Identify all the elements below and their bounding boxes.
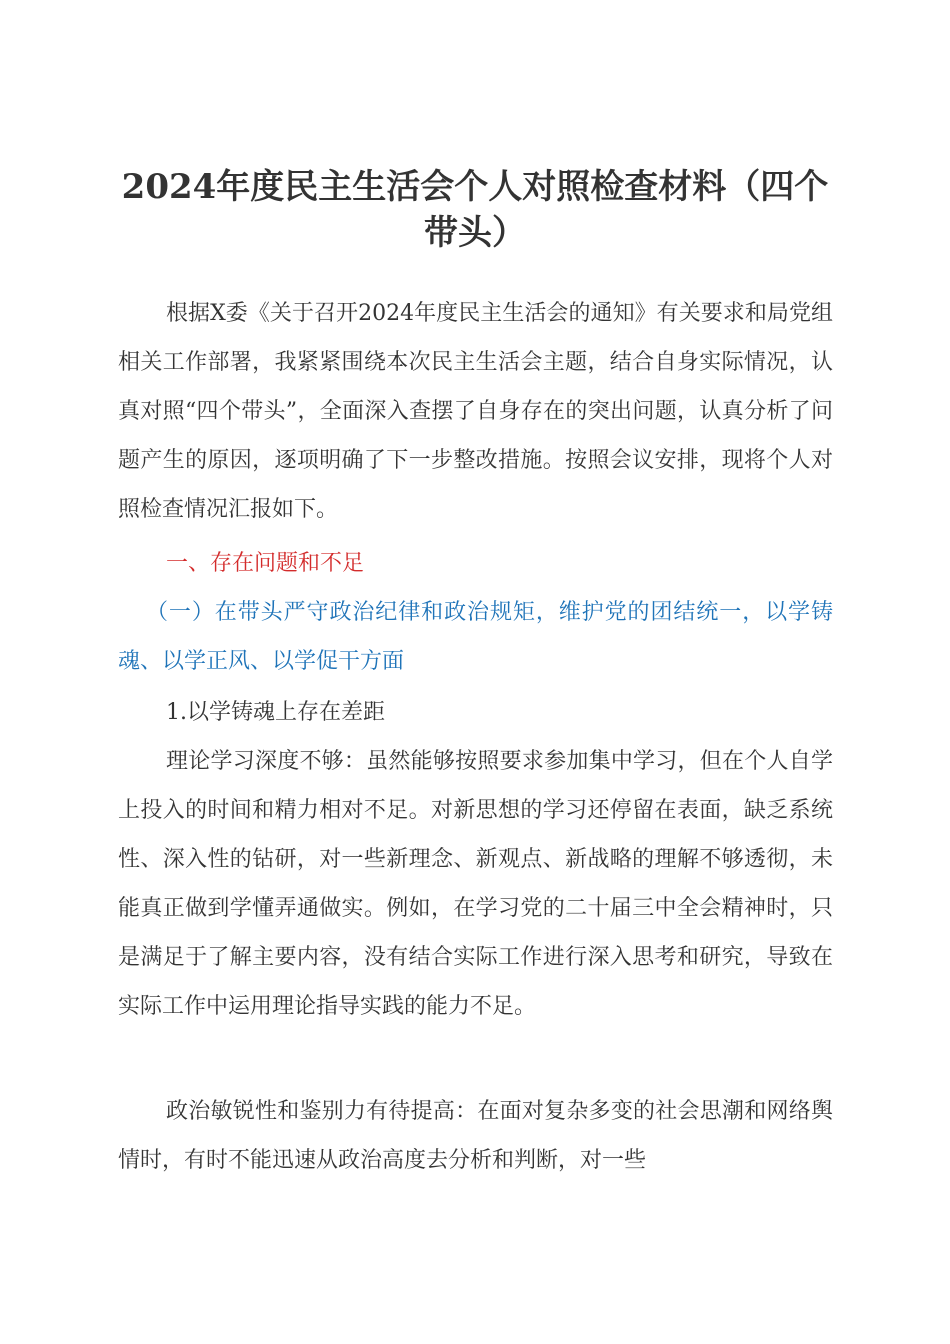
document-title: 2024年度民主生活会个人对照检查材料（四个带头） bbox=[121, 167, 829, 253]
paragraph-theory-study: 理论学习深度不够：虽然能够按照要求参加集中学习，但在个人自学上投入的时间和精力相对不足。对新思想的学习还停留在表面，缺乏系统性、深入性的钻研，对一些新理念、新观点、新战略的理解不够透彻，未能真正做到学懂弄通做实。例如，在学习党的二十届三中全会精神时，只是满足于了解主要内容，没有结合实际工作进行深入思考和研究，导致在实际工作中运用理论指导实践的能力不足。 bbox=[118, 749, 833, 1019]
intro-paragraph: 根据X委《关于召开2024年度民主生活会的通知》有关要求和局党组相关工作部署，我紧紧围绕本次民主生活会主题，结合自身实际情况，认真对照“四个带头”，全面深入查摆了自身存在的突出问题，认真分析了问题产生的原因，逐项明确了下一步整改措施。按照会议安排，现将个人对照检查情况汇报如下。 bbox=[118, 301, 833, 522]
item-heading-learning-gap: 1.以学铸魂上存在差距 bbox=[166, 700, 385, 725]
section-heading-problems: 一、存在问题和不足 bbox=[166, 551, 365, 576]
paragraph-political-sensitivity: 政治敏锐性和鉴别力有待提高：在面对复杂多变的社会思潮和网络舆情时，有时不能迅速从政治高度去分析和判断，对一些 bbox=[118, 1099, 833, 1173]
subsection-heading-political-discipline: （一）在带头严守政治纪律和政治规矩，维护党的团结统一，以学铸魂、以学正风、以学促干方面 bbox=[118, 600, 833, 674]
